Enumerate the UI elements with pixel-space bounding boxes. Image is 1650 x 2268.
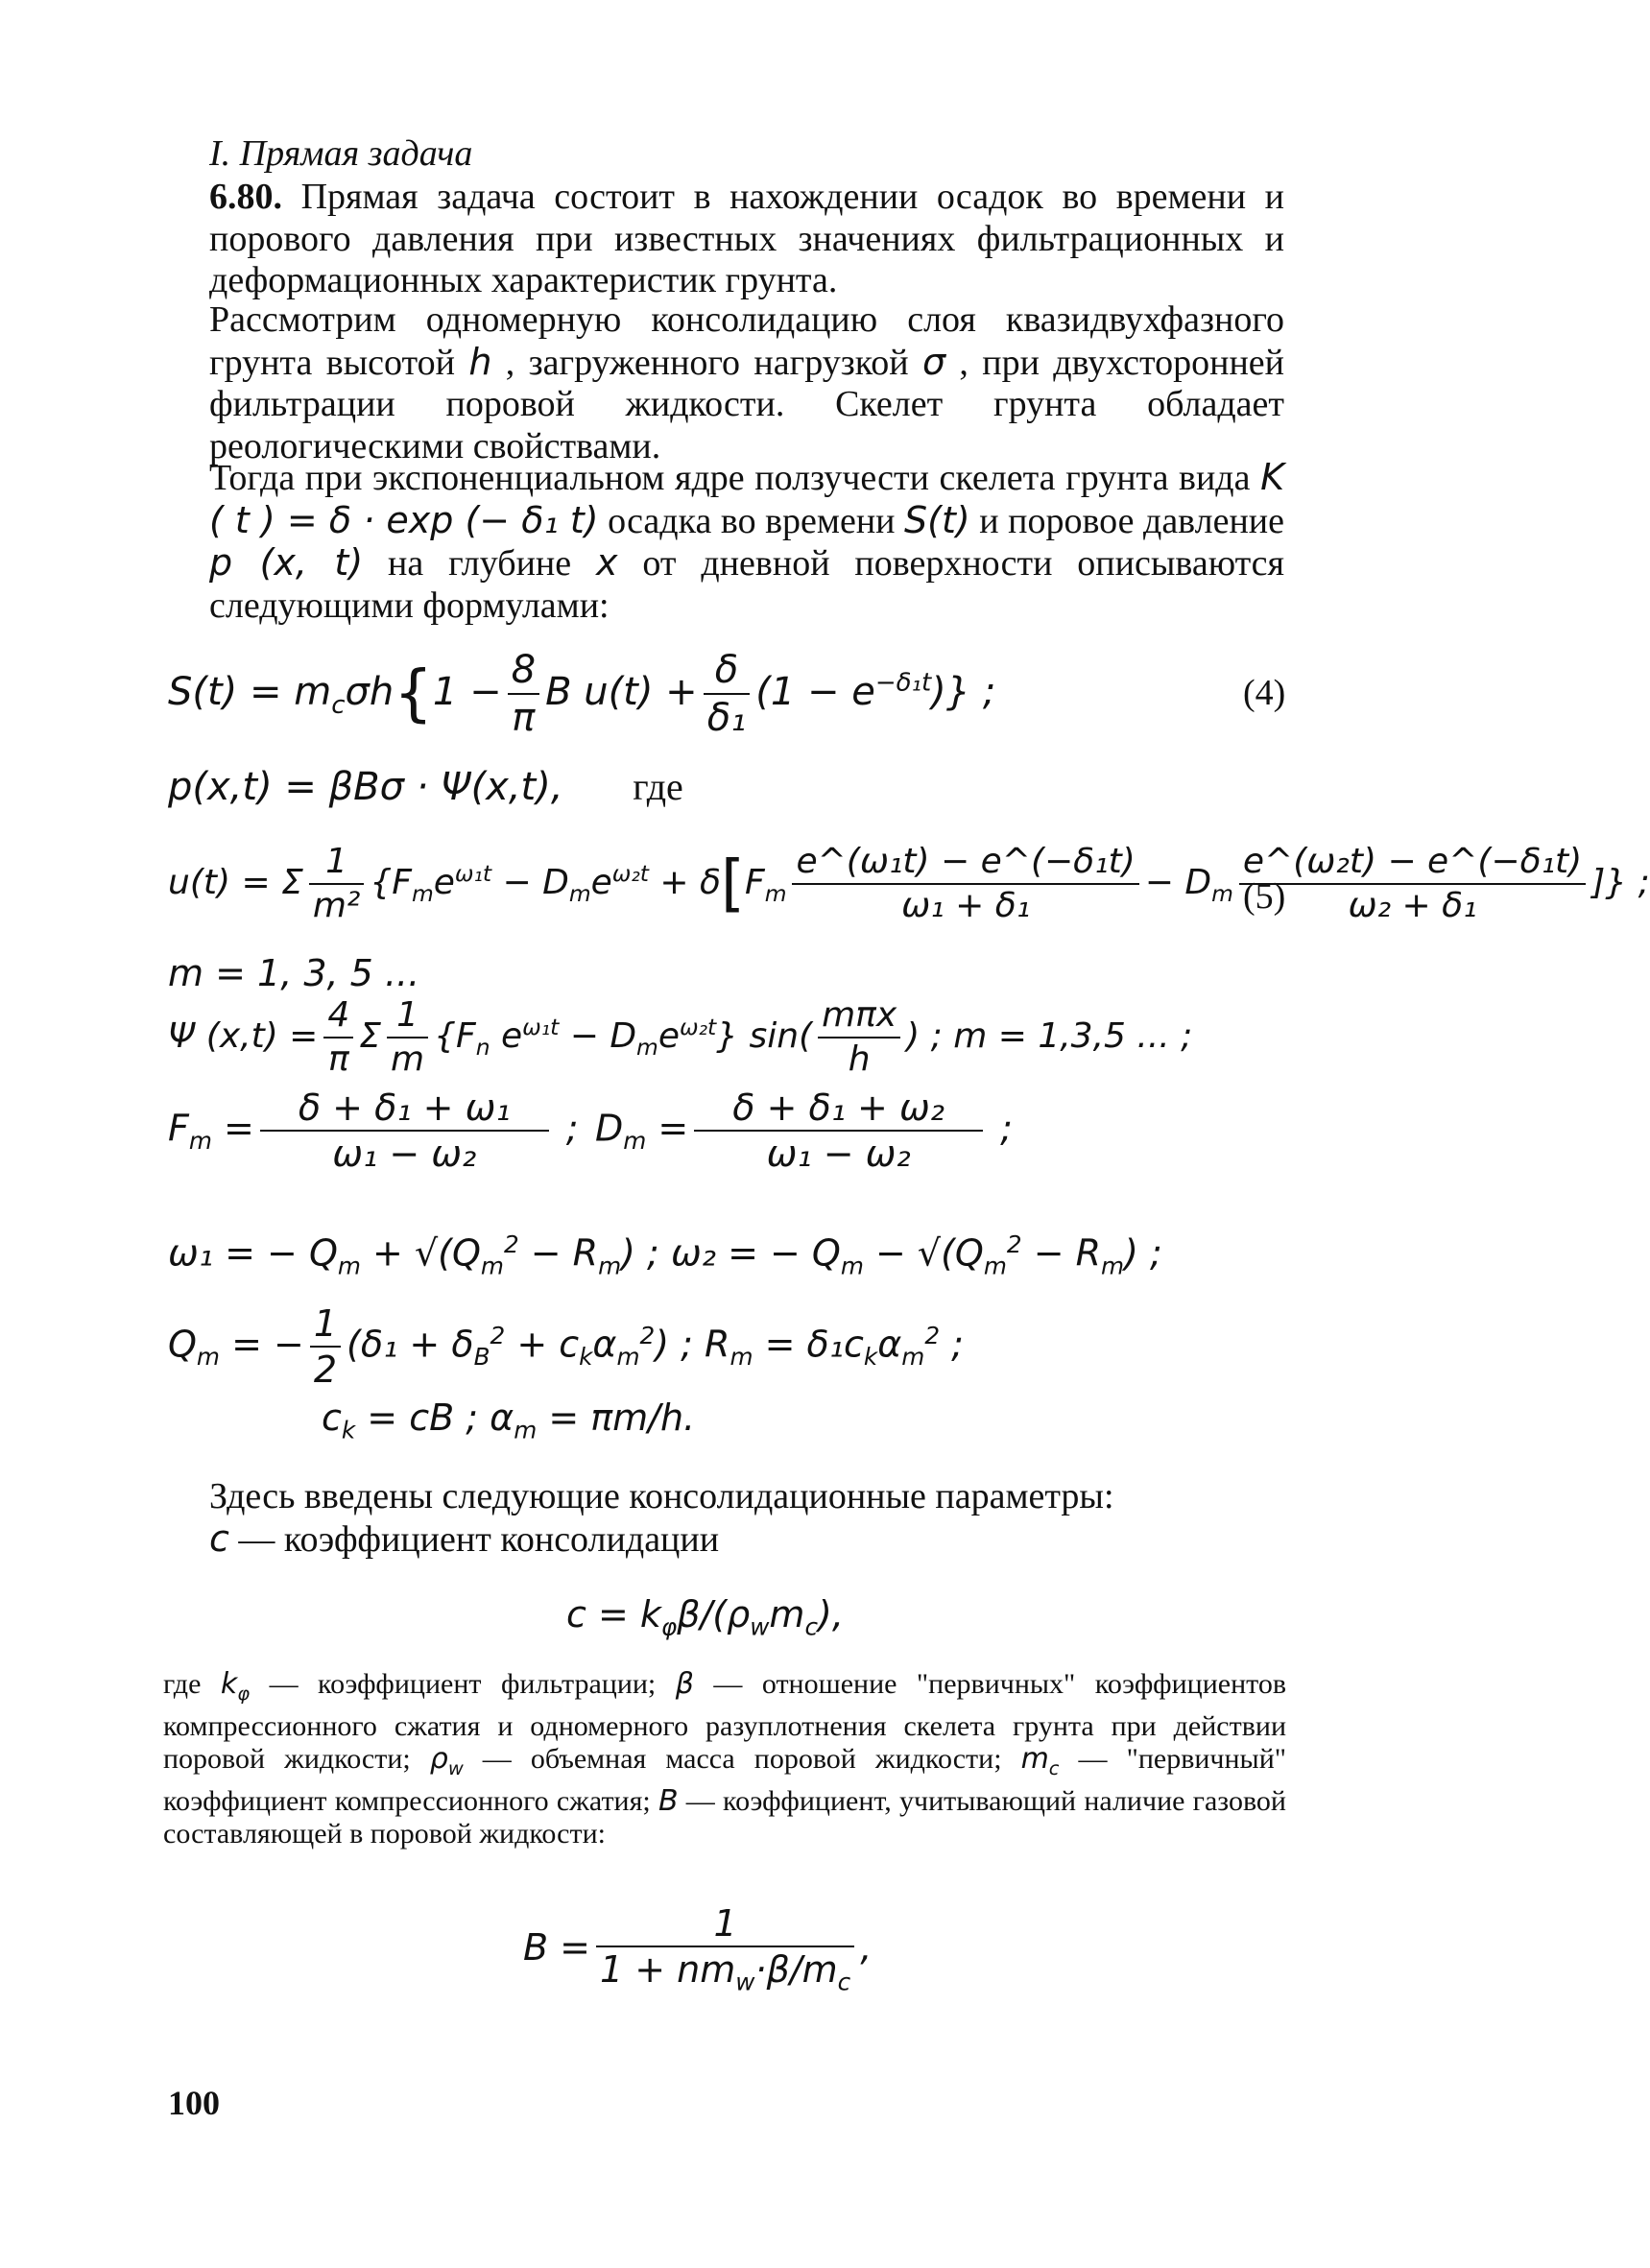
f-part: S(t) = m: [168, 670, 332, 714]
f-frac: [694, 1086, 983, 1175]
text-run: на глубине: [363, 543, 597, 584]
f-frac: [508, 648, 539, 740]
f-part: )} ;: [931, 670, 996, 714]
f-part: c = k: [566, 1593, 661, 1635]
formula-psi: Ψ (x,t) = $\frac{4}{\pi}$ Σ $\frac{1}{m}$ {$F_n$ $e^{\omega_1t} - D_me^{\omega_2t}$} sin( $\frac{\text{mπx}}{h}$ ) ; m = 1,3,5 ... ;: [168, 995, 1193, 1079]
formula-u: u(t) = Σ $\frac{1}{\text{m²}}$ {$F_me^{\omega_1t} - D_me^{\omega_2t} + \delta[F_m$ $\frac{\text{e\textasciicircum{}(ω₁t) − e\textasciicircum{}(−δ₁t)}}{\text{ω₁ + δ₁}}$ − $D_m$ $\frac{\text{e\textasciicircum{}(ω₂t) − e\textasciicircum{}(−δ₁t)}}{\text{ω₂ + δ₁}}$ ]} ;: [168, 842, 1650, 925]
f-num: 1: [310, 1305, 341, 1348]
f-sup: ω₂t: [680, 1014, 717, 1040]
formula-ck-alpha: $c_k$ = cB ; $\alpha_m = \pi m/h$.: [322, 1397, 696, 1444]
f-den: π: [327, 1039, 349, 1079]
f-part: α: [877, 1323, 902, 1366]
f-frac: [792, 842, 1138, 925]
f-part: ) ;: [1124, 1231, 1162, 1275]
text-run: — "первичный" коэффициент компрессионного сжатия;: [163, 1743, 1287, 1817]
f-den: m²: [312, 886, 361, 925]
f-part: − √(Q: [863, 1231, 984, 1275]
f-part: F: [168, 1107, 189, 1150]
f-part: e: [658, 1016, 680, 1056]
text-run: — объемная масса поровой жидкости;: [463, 1743, 1021, 1775]
f-bracket: [: [721, 848, 745, 919]
where-word: где: [633, 765, 683, 808]
f-sup: ω₁t: [522, 1014, 560, 1040]
formula-m-range: m = 1, 3, 5 ...: [168, 952, 420, 994]
var-m-c: $m_c$: [1020, 1742, 1060, 1779]
f-num: δ: [704, 651, 751, 695]
f-num: 1: [596, 1905, 854, 1947]
var-h: h: [468, 340, 492, 383]
f-part: ω₁ = − Q: [168, 1231, 338, 1275]
f-frac: [387, 995, 428, 1079]
equation-number-5: (5): [1243, 876, 1286, 917]
f-part: ) ; m = 1,3,5 ... ;: [906, 1016, 1193, 1056]
var-S-t: S(t): [904, 498, 970, 541]
f-part: + δ: [648, 863, 721, 902]
text-run: Рассмотрим одномерную консолидацию слоя квазидвухфазного грунта высотой: [209, 299, 1284, 383]
f-frac: [596, 1902, 854, 1996]
f-sup: ω₂t: [611, 860, 649, 887]
f-brace: {: [394, 658, 433, 729]
f-den: ω₂ + δ₁: [1348, 886, 1477, 925]
f-part: − D: [559, 1016, 637, 1056]
f-part: e: [433, 863, 455, 902]
f-den: m: [391, 1039, 425, 1079]
f-part: D: [595, 1107, 624, 1150]
f-part: − R: [1021, 1231, 1102, 1275]
formula-Dm: $D_m$ = $\frac{\text{δ + δ₁ + ω₂}}{\text{ω₁ − ω₂}}$ ;: [595, 1086, 1013, 1175]
formula-S: [168, 648, 996, 740]
text-run: — коэффициент, учитывающий наличие газовой составляющей в поровой жидкости:: [163, 1785, 1286, 1850]
f-den: ω₁ − ω₂: [766, 1133, 911, 1175]
f-num: δ + δ₁ + ω₁: [260, 1089, 549, 1132]
f-part: ;: [940, 1323, 964, 1366]
text-run: — отношение "первичных" коэффициентов компрессионного сжатия и одномерного разуплотнения скелета грунта при действии поровой жидкости;: [163, 1668, 1286, 1775]
var-p-x-t: p (x, t): [209, 541, 364, 584]
f-part: (δ₁ + δ: [347, 1323, 474, 1366]
f-frac: [310, 1302, 341, 1391]
f-den: δ₁: [706, 696, 747, 740]
f-part: e: [590, 863, 612, 902]
f-part: e: [490, 1016, 523, 1056]
text-run: от дневной поверхности описываются следующими формулами:: [209, 543, 1284, 626]
var-x: x: [596, 541, 618, 584]
formula-Q-R: $Q_m$ = − $\frac{1}{2}$ $(\delta_1 + \delta_B^2 + c_k\alpha_m^2)$ ; $R_m = \delta_1c_k\alpha_m^2$ ;: [168, 1302, 964, 1391]
f-part: α: [592, 1323, 617, 1366]
f-den: $1 + nm_w\cdot\beta/m_c$: [600, 1948, 851, 1996]
f-num: 4: [323, 998, 353, 1039]
f-frac: [323, 995, 353, 1079]
f-part: Q: [168, 1323, 197, 1366]
f-part: Σ: [359, 1016, 381, 1056]
kernel-formula: K ( t ) = δ · exp (− δ₁ t): [209, 456, 1284, 541]
f-part: 1 −: [432, 670, 502, 714]
f-part: = −: [219, 1323, 304, 1366]
f-num: δ + δ₁ + ω₂: [694, 1089, 983, 1132]
f-num: 1: [387, 998, 428, 1039]
paragraph-6-80: [209, 177, 1284, 302]
f-part: − R: [518, 1231, 599, 1275]
f-part: Ψ (x,t) =: [168, 1016, 319, 1056]
text-run: , при двухсторонней фильтрации поровой жидкости. Скелет грунта обладает реологическими свойствами.: [209, 342, 1284, 466]
f-part: ,: [860, 1926, 873, 1970]
f-part: B u(t) +: [545, 670, 698, 714]
formula-p: [168, 765, 683, 809]
f-part: + c: [505, 1323, 580, 1366]
var-B: B: [658, 1784, 679, 1818]
text-run: — коэффициент фильтрации;: [250, 1668, 676, 1700]
var-k-phi: $k_\varphi$: [220, 1667, 251, 1705]
var-beta: β: [675, 1667, 694, 1701]
var-rho-w: $\rho_w$: [429, 1742, 464, 1779]
f-part: β/(ρ: [677, 1593, 751, 1635]
paragraph-definitions: [163, 1668, 1286, 1850]
f-num: e^(ω₁t) − e^(−δ₁t): [792, 845, 1138, 885]
page-number: 100: [168, 2084, 220, 2122]
text-run: осадка во времени: [598, 500, 905, 541]
var-c: c: [209, 1516, 229, 1560]
f-part: ) ; ω₂ = − Q: [621, 1231, 841, 1275]
f-sup: −δ₁t: [874, 668, 932, 698]
f-den: 2: [313, 1349, 338, 1391]
text-run: , загруженного нагрузкой: [491, 342, 922, 383]
f-den: π: [512, 696, 536, 740]
f-part: − D: [491, 863, 569, 902]
f-den: ω₁ + δ₁: [901, 886, 1031, 925]
f-frac: [260, 1086, 549, 1175]
f-part: u(t) = Σ: [168, 863, 303, 902]
f-part: {F: [370, 863, 412, 902]
f-part: ),: [818, 1593, 844, 1635]
f-num: e^(ω₂t) − e^(−δ₁t): [1239, 845, 1586, 885]
formula-omega: ω₁ = − $Q_m + √(Q_m^2 - R_m)$ ; ω₂ = − $Q_m - √(Q_m^2 - R_m)$ ;: [168, 1230, 1162, 1280]
f-num: mπx: [818, 998, 900, 1039]
f-part: = cB ; α: [355, 1397, 514, 1439]
equation-number-4: (4): [1243, 673, 1286, 713]
paragraph-text: Прямая задача состоит в нахождении осадок во времени и порового давления при известных значениях фильтрационных и деформационных характеристик грунта.: [209, 177, 1284, 300]
f-part: ]} ;: [1591, 863, 1650, 902]
section-title: I. Прямая задача: [209, 133, 473, 174]
f-num: 1: [309, 845, 365, 885]
f-part: − D: [1144, 863, 1212, 902]
f-part: + √(Q: [360, 1231, 481, 1275]
f-sub: c: [331, 691, 346, 720]
f-part: } sin(: [716, 1016, 813, 1056]
f-den: h: [848, 1039, 871, 1079]
text-run: и поровое давление: [969, 500, 1284, 541]
formula-Fm: $F_m$ = $\frac{\text{δ + δ₁ + ω₁}}{\text{ω₁ − ω₂}}$ ;: [168, 1086, 579, 1175]
text-run: где: [163, 1668, 221, 1700]
f-part: c: [322, 1397, 342, 1439]
f-part: (1 − e: [755, 670, 875, 714]
f-frac: [704, 648, 751, 740]
f-part: = πm/h.: [537, 1397, 696, 1439]
f-part: m: [769, 1593, 805, 1635]
text-run: Тогда при экспоненциальном ядре ползучести скелета грунта вида: [209, 458, 1261, 498]
formula-c: $c = k_\varphi\beta/(\rho_wm_c)$,: [566, 1593, 844, 1641]
f-sup: ω₁t: [454, 860, 492, 887]
paragraph-parameters: [209, 1476, 1284, 1561]
f-part: ) ; R: [655, 1323, 730, 1366]
text-run: Здесь введены следующие консолидационные параметры:: [209, 1476, 1114, 1516]
f-part: F: [744, 863, 765, 902]
f-frac: [309, 842, 365, 925]
paragraph-kernel: [209, 457, 1284, 627]
text-run: — коэффициент консолидации: [228, 1518, 720, 1560]
f-part: σh: [345, 670, 395, 714]
f-frac: [1239, 842, 1586, 925]
paragraph-number: 6.80.: [209, 177, 282, 217]
f-part: = δ₁c: [753, 1323, 864, 1366]
f-frac: [818, 995, 900, 1079]
f-part: p(x,t) = βBσ · Ψ(x,t),: [168, 765, 563, 809]
paragraph-consolidation: [209, 299, 1284, 467]
f-part: B =: [523, 1926, 590, 1970]
f-den: ω₁ − ω₂: [332, 1133, 477, 1175]
formula-B: [523, 1902, 873, 1996]
f-num: 8: [508, 651, 539, 695]
var-sigma: σ: [921, 340, 946, 383]
f-part: {F: [434, 1016, 476, 1056]
